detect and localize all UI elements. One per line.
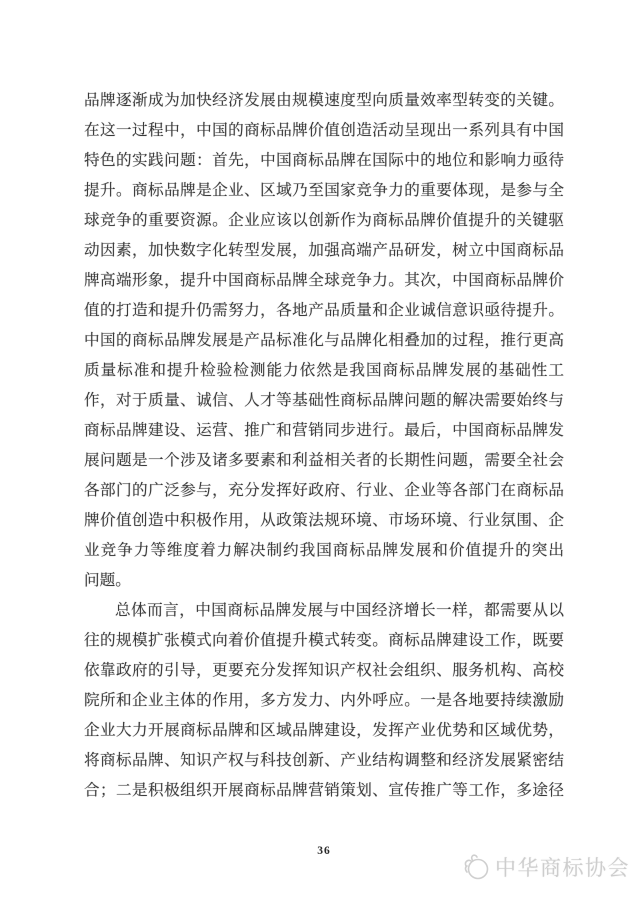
- document-text: [84, 86, 564, 806]
- text-line: 动因素，加快数字化转型发展，加强高端产品研发，树立中国商标品: [84, 242, 564, 259]
- watermark: [463, 852, 630, 882]
- text-line: 各部门的广泛参与，充分发挥好政府、行业、企业等各部门在商标品: [84, 482, 564, 499]
- paragraph: [84, 86, 564, 596]
- text-line: 质量标准和提升检验检测能力依然是我国商标品牌发展的基础性工: [84, 362, 564, 379]
- page-number: 36: [317, 845, 331, 857]
- text-line: 特色的实践问题：首先，中国商标品牌在国际中的地位和影响力亟待: [84, 152, 564, 169]
- text-line: 院所和企业主体的作用，多方发力、内外呼应。一是各地要持续激励: [84, 692, 564, 709]
- text-line: 企业大力开展商标品牌和区域品牌建设，发挥产业优势和区域优势，: [84, 722, 564, 739]
- text-line: 将商标品牌、知识产权与科技创新、产业结构调整和经济发展紧密结: [84, 752, 564, 769]
- text-line: 提升。商标品牌是企业、区域乃至国家竞争力的重要体现，是参与全: [84, 182, 564, 199]
- text-line: 中国的商标品牌发展是产品标准化与品牌化相叠加的过程，推行更高: [84, 332, 564, 349]
- paragraph: [84, 596, 564, 806]
- text-line: 牌价值创造中积极作用，从政策法规环境、市场环境、行业氛围、企: [84, 512, 564, 529]
- text-line: 合；二是积极组织开展商标品牌营销策划、宣传推广等工作，多途径: [84, 782, 564, 799]
- text-line: 球竞争的重要资源。企业应该以创新作为商标品牌价值提升的关键驱: [84, 212, 564, 229]
- trademark-association-logo-icon: [463, 852, 490, 882]
- text-line: 作，对于质量、诚信、人才等基础性商标品牌问题的解决需要始终与: [84, 392, 564, 409]
- text-line: 业竞争力等维度着力解决制约我国商标品牌发展和价值提升的突出: [84, 542, 564, 559]
- text-line: 值的打造和提升仍需努力，各地产品质量和企业诚信意识亟待提升。: [84, 302, 564, 319]
- text-line: 商标品牌建设、运营、推广和营销同步进行。最后，中国商标品牌发: [84, 422, 564, 439]
- text-line: 往的规模扩张模式向着价值提升模式转变。商标品牌建设工作，既要: [84, 632, 564, 649]
- text-line: 牌高端形象，提升中国商标品牌全球竞争力。其次，中国商标品牌价: [84, 272, 564, 289]
- watermark-text: 中华商标协会: [495, 856, 630, 880]
- text-line: 展问题是一个涉及诸多要素和利益相关者的长期性问题，需要全社会: [84, 452, 564, 469]
- text-line: 总体而言，中国商标品牌发展与中国经济增长一样，都需要从以: [115, 602, 564, 619]
- text-line: 在这一过程中，中国的商标品牌价值创造活动呈现出一系列具有中国: [84, 122, 564, 139]
- text-line: 依靠政府的引导，更要充分发挥知识产权社会组织、服务机构、高校: [84, 662, 564, 679]
- text-line: 品牌逐渐成为加快经济发展由规模速度型向质量效率型转变的关键。: [84, 92, 564, 109]
- text-line: 问题。: [84, 572, 131, 589]
